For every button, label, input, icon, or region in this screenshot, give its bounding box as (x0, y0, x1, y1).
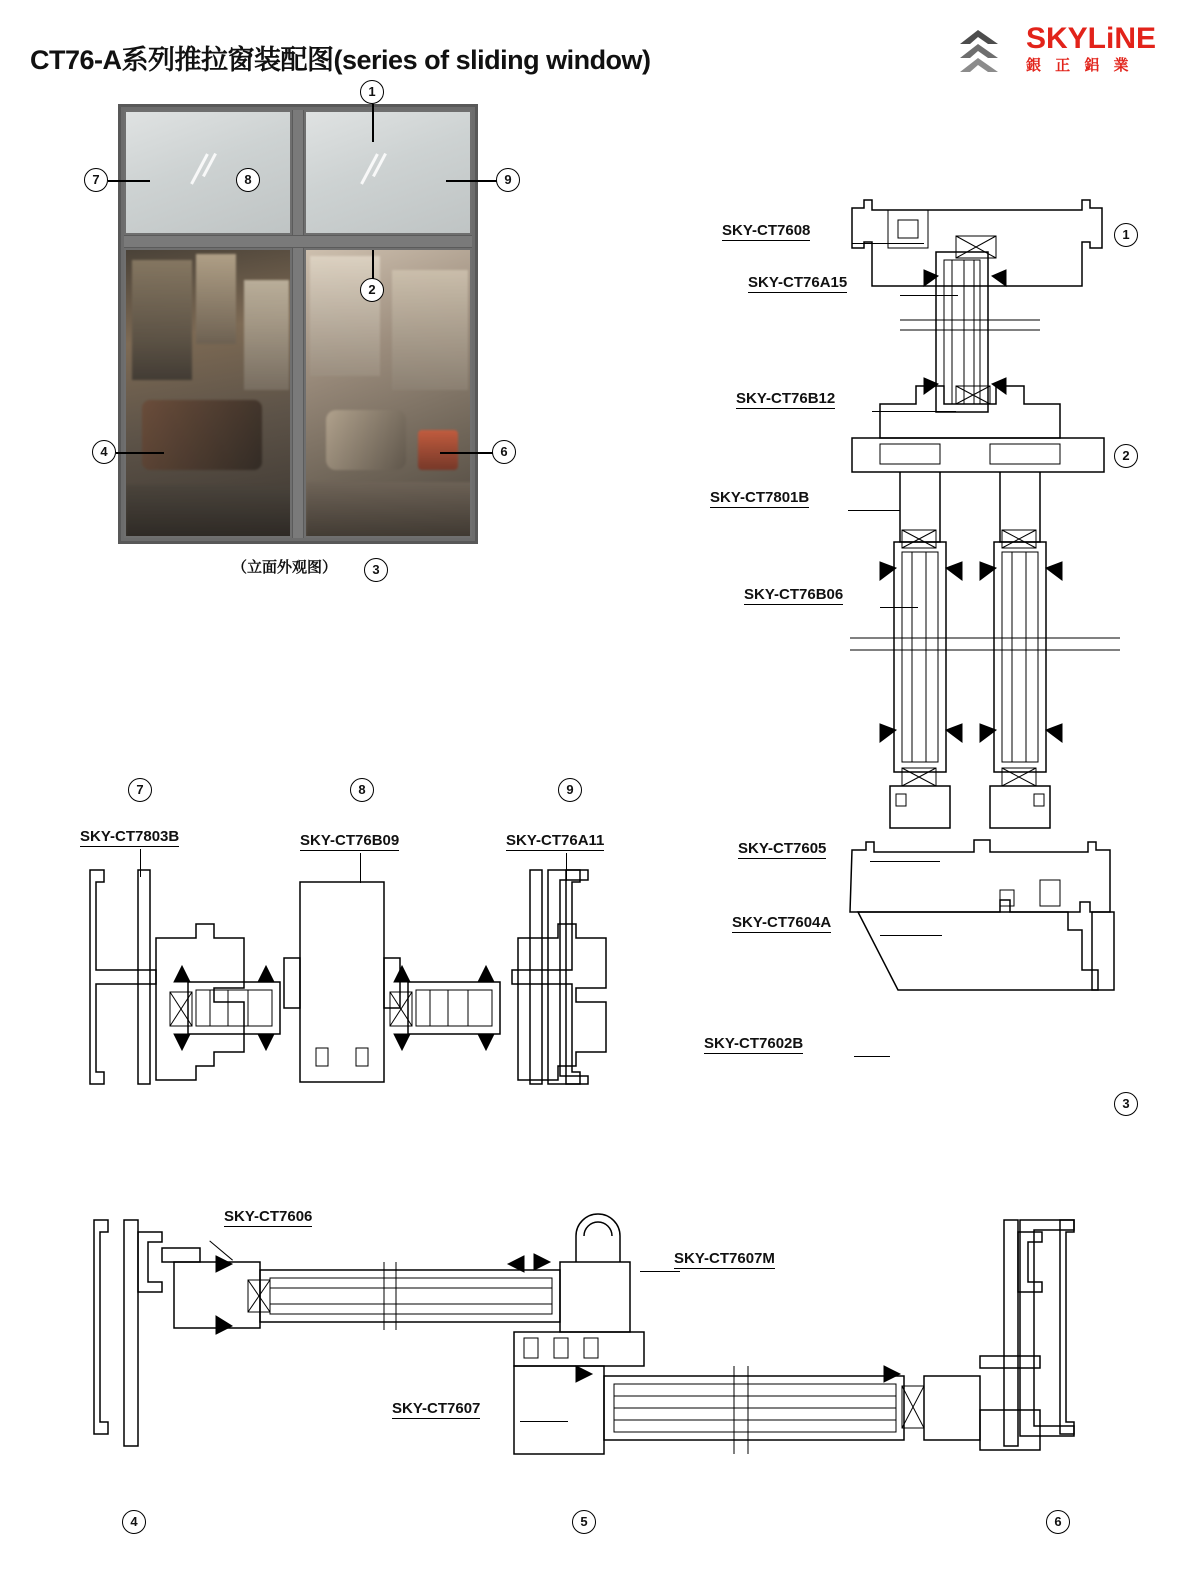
part-label-sky-ct76a15: SKY-CT76A15 (748, 274, 848, 291)
horizontal-section-svg-789 (78, 862, 618, 1132)
leader-sky-ct7803b (140, 849, 141, 877)
leader-sky-ct7608 (852, 243, 924, 244)
section-marker-9: 9 (558, 778, 582, 802)
leader-sky-ct76a11 (566, 853, 567, 881)
leader-sky-ct7801b (848, 510, 900, 511)
section-marker-5: 5 (572, 1510, 596, 1534)
vertical-section-svg (840, 190, 1140, 1160)
part-label-sky-ct7801b: SKY-CT7801B (710, 489, 810, 506)
leader-sky-ct7607 (520, 1421, 568, 1422)
callout-marker-9: 9 (496, 168, 520, 192)
glass-pane-top-right (304, 110, 472, 235)
part-label-sky-ct76a11: SKY-CT76A11 (506, 832, 605, 849)
part-label-sky-ct7608: SKY-CT7608 (722, 222, 811, 239)
brand-name-en: SKYLiNE (1026, 22, 1157, 55)
glass-pane-bottom-right (304, 248, 472, 538)
leader-sky-ct76b12 (872, 411, 956, 412)
callout-marker-8: 8 (236, 168, 260, 192)
leader-sky-ct7607m (640, 1271, 680, 1272)
brand-logo (958, 22, 1178, 82)
callout-marker-2: 2 (360, 278, 384, 302)
callout-marker-3: 3 (364, 558, 388, 582)
section-marker-1: 1 (1114, 223, 1138, 247)
window-mullion (292, 110, 304, 538)
leader-line-6 (440, 452, 496, 454)
callout-marker-4: 4 (92, 440, 116, 464)
glass-pane-bottom-left (124, 248, 292, 538)
leader-sky-ct76b06 (880, 607, 918, 608)
page-title-en: (series of sliding window) (333, 45, 651, 75)
page-title (30, 38, 651, 77)
vertical-section-drawing (840, 190, 1140, 1160)
part-label-sky-ct7605: SKY-CT7605 (738, 840, 827, 857)
part-label-sky-ct7606: SKY-CT7606 (224, 1208, 313, 1225)
photo-caption: （立面外观图） (232, 559, 338, 576)
leader-sky-ct76a15 (900, 295, 958, 296)
part-label-sky-ct7607: SKY-CT7607 (392, 1400, 481, 1417)
section-marker-6: 6 (1046, 1510, 1070, 1534)
leader-sky-ct7604a (880, 935, 942, 936)
part-label-sky-ct7607m: SKY-CT7607M (674, 1250, 775, 1267)
leader-sky-ct7602b (854, 1056, 890, 1057)
callout-marker-6: 6 (492, 440, 516, 464)
leader-line-4 (116, 452, 164, 454)
section-marker-3: 3 (1114, 1092, 1138, 1116)
part-label-sky-ct7602b: SKY-CT7602B (704, 1035, 804, 1052)
leader-sky-ct7605 (870, 861, 940, 862)
part-label-sky-ct7803b: SKY-CT7803B (80, 828, 180, 845)
section-marker-8: 8 (350, 778, 374, 802)
window-frame (118, 104, 478, 544)
section-marker-2: 2 (1114, 444, 1138, 468)
part-label-sky-ct76b12: SKY-CT76B12 (736, 390, 836, 407)
section-marker-7: 7 (128, 778, 152, 802)
window-transom (124, 235, 472, 248)
section-marker-4: 4 (122, 1510, 146, 1534)
horizontal-section-drawing-789 (78, 862, 618, 1132)
glass-pane-top-left (124, 110, 292, 235)
callout-marker-1: 1 (360, 80, 384, 104)
part-label-sky-ct7604a: SKY-CT7604A (732, 914, 832, 931)
part-label-sky-ct76b09: SKY-CT76B09 (300, 832, 400, 849)
leader-line-1 (372, 104, 374, 142)
brand-name-cn: 銀 正 鋁 業 (1026, 57, 1134, 74)
leader-sky-ct76b09 (360, 853, 361, 883)
callout-marker-7: 7 (84, 168, 108, 192)
part-label-sky-ct76b06: SKY-CT76B06 (744, 586, 844, 603)
leader-line-7 (108, 180, 150, 182)
leader-line-9 (446, 180, 498, 182)
page-title-cn: CT76-A系列推拉窗装配图 (30, 45, 334, 75)
skyline-logo-icon (958, 26, 1020, 76)
window-elevation-photo (118, 104, 478, 544)
